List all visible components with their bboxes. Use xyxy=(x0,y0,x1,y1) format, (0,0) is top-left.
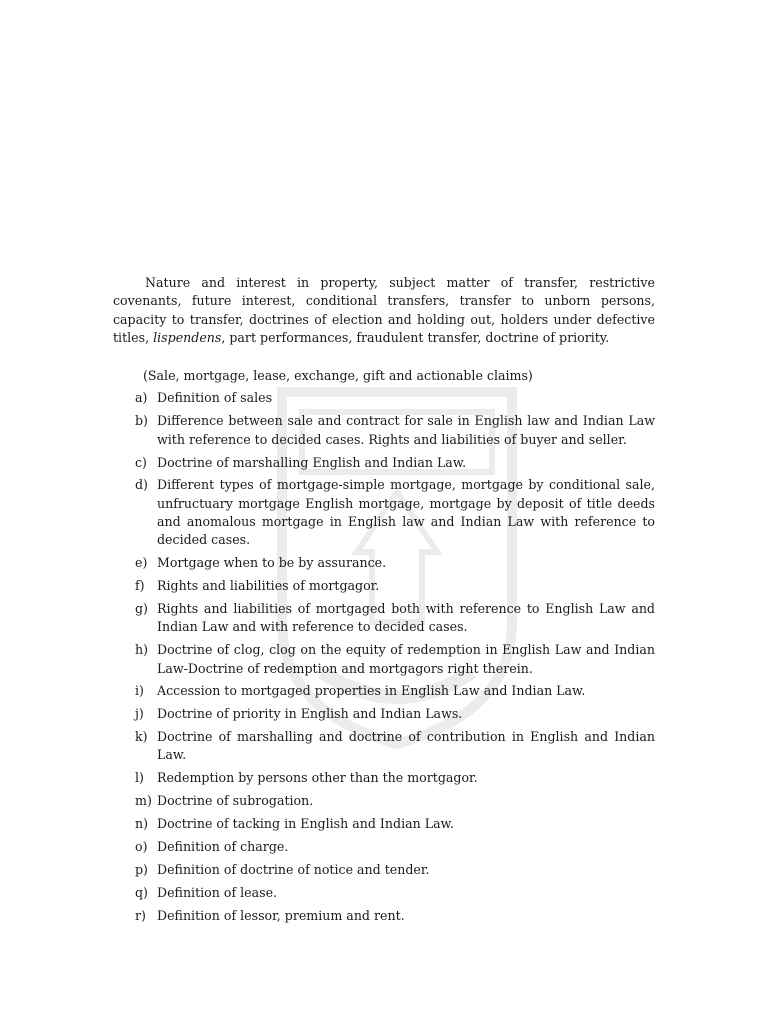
list-item-text: Rights and liabilities of mortgaged both with reference to English Law and Indian Law and with reference to decided cases. xyxy=(157,601,655,635)
list-marker: c) xyxy=(135,454,147,470)
list-marker: a) xyxy=(135,390,148,406)
list-item xyxy=(113,705,655,723)
list-item xyxy=(113,389,655,407)
list-item xyxy=(113,769,655,787)
list-item-text: Doctrine of tacking in English and Indian Law. xyxy=(157,816,454,832)
list-item xyxy=(113,412,655,449)
list-marker: l) xyxy=(135,770,144,786)
list-marker: i) xyxy=(135,683,144,699)
list-marker: g) xyxy=(135,601,148,617)
list-item-text: Definition of lessor, premium and rent. xyxy=(157,907,405,923)
intro-text-italic: lispendens xyxy=(153,329,222,345)
list-marker: p) xyxy=(135,861,148,877)
list-item-text: Definition of charge. xyxy=(157,839,289,855)
list-item-text: Doctrine of clog, clog on the equity of redemption in English Law and Indian Law-Doctrine of redemption and mortgagors right therein. xyxy=(157,642,655,676)
list-marker: n) xyxy=(135,816,149,832)
list-item xyxy=(113,884,655,902)
list-item xyxy=(113,454,655,472)
list-item-text: Mortgage when to be by assurance. xyxy=(157,555,387,571)
list-marker: r) xyxy=(135,907,146,923)
list-marker: q) xyxy=(135,884,148,900)
list-item-text: Doctrine of subrogation. xyxy=(157,793,314,809)
list-item xyxy=(113,476,655,549)
list-item-text: Doctrine of marshalling English and Indian Law. xyxy=(157,454,467,470)
list-marker: b) xyxy=(135,413,148,429)
list-marker: k) xyxy=(135,729,148,745)
list-item-text: Difference between sale and contract for sale in English law and Indian Law with reference to decided cases. Rights and liabilities of buyer and seller. xyxy=(157,413,655,447)
list-item xyxy=(113,682,655,700)
list-item xyxy=(113,641,655,678)
list-item xyxy=(113,861,655,879)
topic-list xyxy=(113,389,655,925)
list-marker: f) xyxy=(135,578,145,594)
list-item xyxy=(113,838,655,856)
list-item-text: Doctrine of priority in English and Indian Laws. xyxy=(157,706,463,722)
list-marker: o) xyxy=(135,839,148,855)
list-item-text: Accession to mortgaged properties in English Law and Indian Law. xyxy=(157,683,586,699)
list-marker: e) xyxy=(135,555,148,571)
list-item-text: Different types of mortgage-simple mortgage, mortgage by conditional sale, unfructuary mortgage English mortgage, mortgage by deposit of title deeds and anomalous mortgage in English law and Indian Law with reference to decided cases. xyxy=(157,477,655,548)
list-item-text: Definition of sales xyxy=(157,390,273,406)
list-item xyxy=(113,907,655,925)
list-item xyxy=(113,815,655,833)
list-marker: d) xyxy=(135,477,148,493)
list-item-text: Redemption by persons other than the mortgagor. xyxy=(157,770,478,786)
list-item-text: Doctrine of marshalling and doctrine of contribution in English and Indian Law. xyxy=(157,729,655,763)
list-item xyxy=(113,792,655,810)
section-note: (Sale, mortgage, lease, exchange, gift and actionable claims) xyxy=(143,368,533,384)
list-item-text: Definition of lease. xyxy=(157,884,278,900)
list-marker: h) xyxy=(135,642,149,658)
list-marker: m) xyxy=(135,793,152,809)
document-body xyxy=(113,274,655,930)
list-item xyxy=(113,577,655,595)
intro-paragraph xyxy=(113,274,655,347)
intro-text-part2: , part performances, fraudulent transfer, doctrine of priority. xyxy=(221,329,610,345)
list-item xyxy=(113,728,655,765)
list-item-text: Rights and liabilities of mortgagor. xyxy=(157,578,380,594)
list-item-text: Definition of doctrine of notice and tender. xyxy=(157,861,430,877)
list-marker: j) xyxy=(135,706,144,722)
list-item xyxy=(113,600,655,637)
list-item xyxy=(113,554,655,572)
intro-text-part1: Nature and interest in property, subject matter of transfer, restrictive covenants, future interest, conditional transfers, transfer to unborn persons, capacity to transfer, doctrines of election and holding out, holders under defective titles, xyxy=(113,275,655,345)
